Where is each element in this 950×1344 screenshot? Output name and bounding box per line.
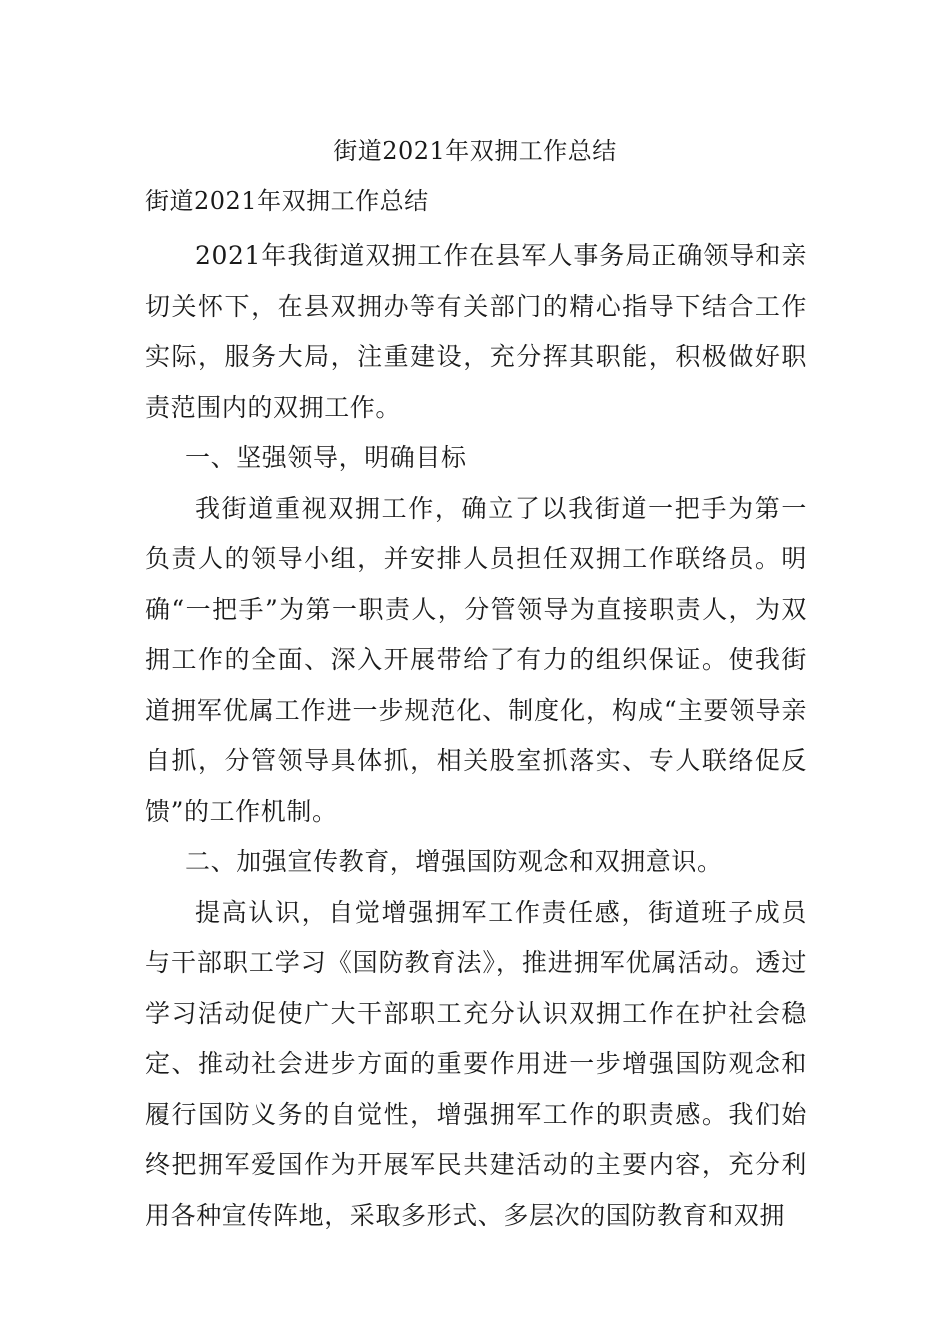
- intro-paragraph: 2021年我街道双拥工作在县军人事务局正确领导和亲切关怀下，在县双拥办等有关部门的精心指导下结合工作实际，服务大局，注重建设，充分挥其职能，积极做好职责范围内的双拥工作。: [145, 241, 807, 422]
- section-heading-2: 二、加强宣传教育，增强国防观念和双拥意识。: [185, 847, 723, 876]
- document-subtitle: 街道2021年双拥工作总结: [145, 187, 429, 215]
- document-body: [145, 231, 807, 1241]
- section-heading-1: 一、坚强领导，明确目标: [185, 443, 467, 472]
- document-title: 街道2021年双拥工作总结: [333, 137, 617, 165]
- section-2-paragraph: 提高认识，自觉增强拥军工作责任感，街道班子成员与干部职工学习《国防教育法》，推进拥军优属活动。透过学习活动促使广大干部职工充分认识双拥工作在护社会稳定、推动社会进步方面的重要作用进一步增强国防观念和履行国防义务的自觉性，增强拥军工作的职责感。我们始终把拥军爱国作为开展军民共建活动的主要内容，充分利用各种宣传阵地，采取多形式、多层次的国防教育和双拥: [145, 897, 807, 1230]
- section-1-paragraph: 我街道重视双拥工作，确立了以我街道一把手为第一负责人的领导小组，并安排人员担任双拥工作联络员。明确“一把手”为第一职责人，分管领导为直接职责人，为双拥工作的全面、深入开展带给了有力的组织保证。使我街道拥军优属工作进一步规范化、制度化，构成“主要领导亲自抓，分管领导具体抓，相关股室抓落实、专人联络促反馈”的工作机制。: [145, 493, 807, 826]
